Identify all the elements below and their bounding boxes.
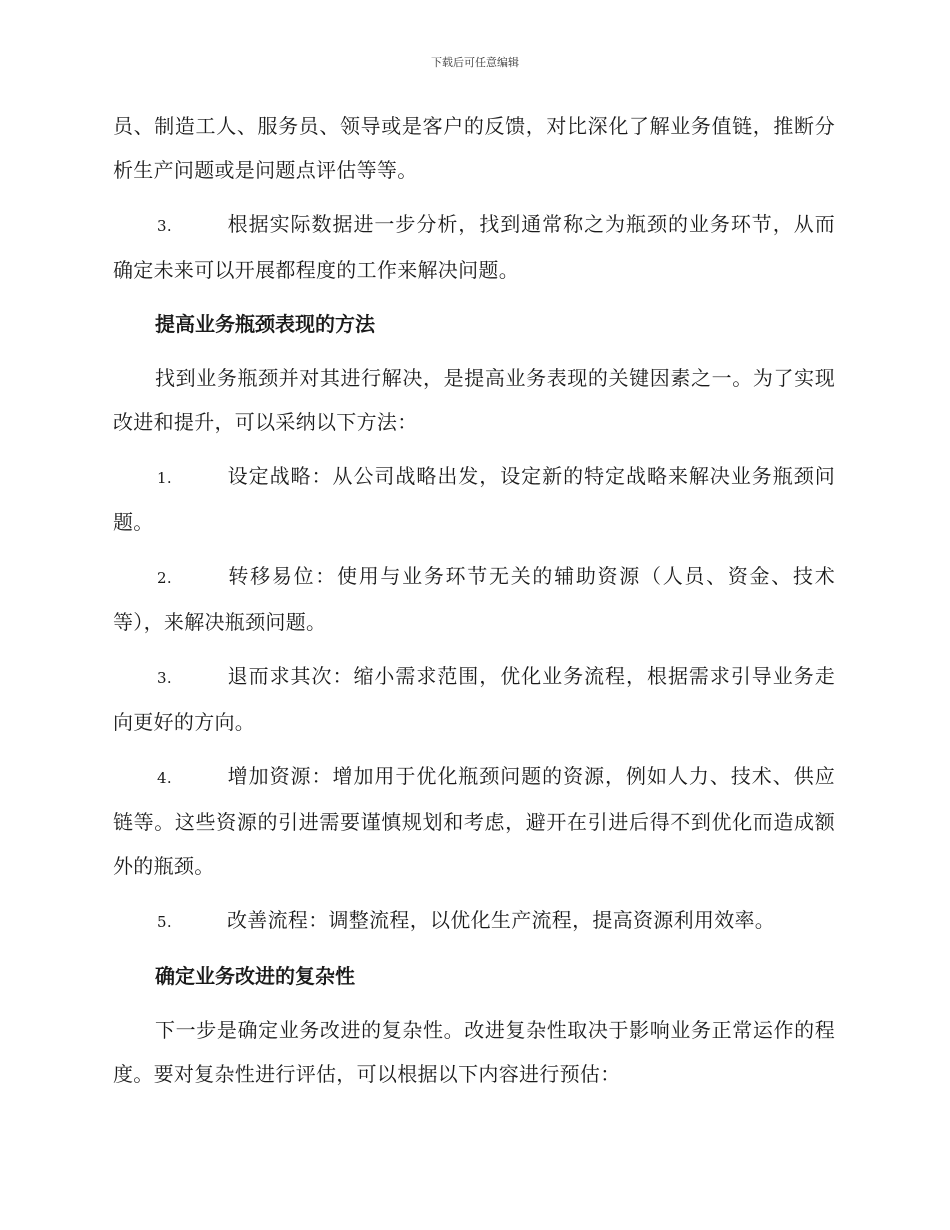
list-item-number: 5. (157, 913, 172, 931)
list-item (113, 454, 835, 544)
list-item (113, 554, 835, 644)
list-item-number: 2. (157, 569, 172, 587)
list-item-number: 3. (157, 669, 172, 687)
list-item (113, 754, 835, 888)
list-item (113, 898, 835, 944)
list-item-number: 1. (157, 469, 172, 487)
list-item-number: 3. (157, 217, 172, 235)
section-heading: 提高业务瓶颈表现的方法 (155, 312, 375, 336)
section-heading: 确定业务改进的复杂性 (155, 964, 355, 988)
list-item-text: 转移易位：使用与业务环节无关的辅助资源（人员、资金、技术等），来解决瓶颈问题。 (113, 564, 835, 634)
list-item-text: 退而求其次：缩小需求范围，优化业务流程，根据需求引导业务走向更好的方向。 (113, 664, 835, 734)
list-item-text: 增加资源：增加用于优化瓶颈问题的资源，例如人力、技术、供应链等。这些资源的引进需要谨慎规划和考虑，避开在引进后得不到优化而造成额外的瓶颈。 (113, 764, 835, 878)
paragraph-continuation: 员、制造工人、服务员、领导或是客户的反馈，对比深化了解业务值链，推断分析生产问题或是问题点评估等等。 (113, 114, 835, 182)
list-item (113, 202, 835, 292)
page-header: 下载后可任意编辑 (431, 56, 519, 69)
list-item-number: 4. (157, 769, 172, 787)
document-body (113, 104, 835, 1106)
list-item-text: 根据实际数据进一步分析，找到通常称之为瓶颈的业务环节，从而确定未来可以开展都程度的工作来解决问题。 (113, 212, 835, 282)
list-item (113, 654, 835, 744)
list-item-text: 改善流程：调整流程，以优化生产流程，提高资源利用效率。 (227, 908, 776, 932)
paragraph: 找到业务瓶颈并对其进行解决，是提高业务表现的关键因素之一。为了实现改进和提升，可以采纳以下方法： (113, 366, 835, 434)
paragraph: 下一步是确定业务改进的复杂性。改进复杂性取决于影响业务正常运作的程度。要对复杂性进行评估，可以根据以下内容进行预估： (113, 1018, 835, 1086)
list-item-text: 设定战略：从公司战略出发，设定新的特定战略来解决业务瓶颈问题。 (113, 464, 835, 534)
